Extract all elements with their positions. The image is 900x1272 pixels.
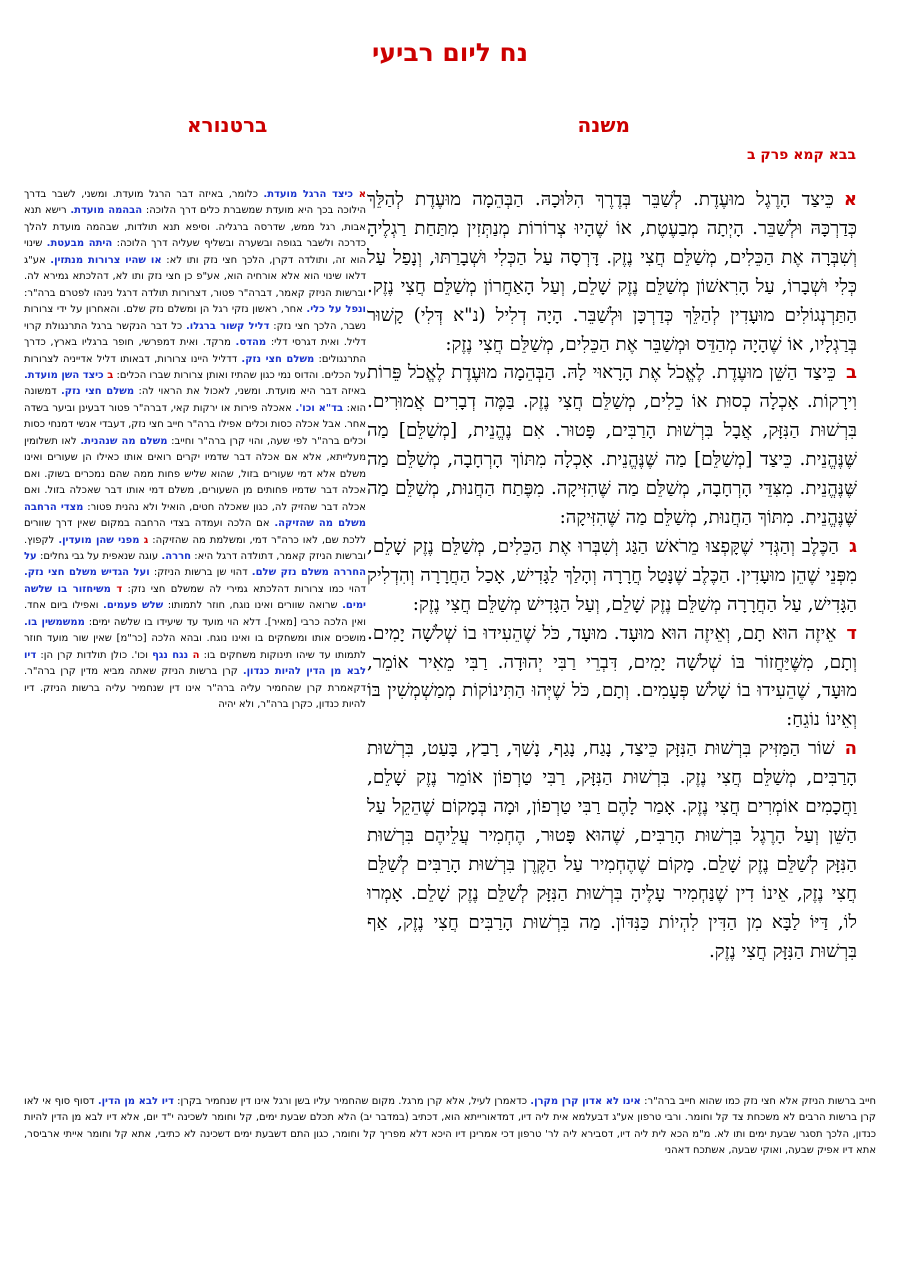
mishnah-paragraph	[367, 735, 857, 966]
commentary-text: כלומר, באיזה דבר הרגל מועדת. ומשני, לשבר בדרך הילוכה בכך היא מועדת שמשברת כלים דרך הלוכה:	[24, 189, 366, 217]
commentary-text: שרואה שוורים ואינו נוגח, חוזר לתמותו:	[163, 600, 343, 612]
dibur-hamatchil: משיחזור בו שלשה ימים.	[24, 583, 366, 612]
mishnah-text: שׁוֹר הַמַּזִּיק בִּרְשׁוּת הַנִּזָּק כֵּיצַד, נָגַח, נָגַף, נָשַׁךְ, רָבַץ, בָּעַט, בִּרְשׁוּת הָרַבִּים, מְשַׁלֵּם חֲצִי נֶזֶק. בִּרְשׁוּת הַנִּזָּק, רַבִּי טַרְפוֹן אוֹמֵר נֶזֶק שָׁלֵם, וַחֲכָמִים אוֹמְרִים חֲצִי נֶזֶק. אָמַר לָהֶם רַבִּי טַרְפוֹן, וּמָה בְּמָקוֹם שֶׁהֵקֵל עַל הַשֵּׁן וְעַל הָרֶגֶל בִּרְשׁוּת הָרַבִּים, שֶׁהוּא פָּטוּר, הֶחְמִיר עֲלֵיהֶם בִּרְשׁוּת הַנִּזָּק לְשַׁלֵּם נֶזֶק שָׁלֵם. מָקוֹם שֶׁהֶחְמִיר עַל הַקֶּרֶן בִּרְשׁוּת הָרַבִּים לְשַׁלֵּם חֲצִי נֶזֶק, אֵינוֹ דִין שֶׁנַּחְמִיר עָלֶיהָ בִּרְשׁוּת הַנִּזָּק לְשַׁלֵּם נֶזֶק שָׁלֵם. אָמְרוּ לוֹ, דַּיּוֹ לַבָּא מִן הַדִּין לִהְיוֹת כַּנִּדּוֹן. מַה בִּרְשׁוּת הָרַבִּים חֲצִי נֶזֶק, אַף בִּרְשׁוּת הַנִּזָּק חֲצִי נֶזֶק.	[367, 738, 857, 962]
dibur-hamatchil: משלם חצי נזק.	[241, 353, 315, 365]
commentary-text: באיזה דבר היא מועדת. ומשני, לאכול את הראוי לה:	[134, 386, 366, 398]
mishnah-column	[367, 186, 857, 1086]
dibur-hamatchil: חררה.	[161, 550, 192, 562]
dibur-hamatchil: או שהיו צרורות מנתזין.	[50, 254, 162, 266]
bartenura-heading: ברטנורא	[187, 113, 268, 137]
commentary-text: אאכלה פירות או ירקות קאי, דברה"ר פטור דבעינן וביער בשדה אחר. אבל אכלה כסות וכלים אפילו ברה"ר חייב חצי נזק, דעבדי אנשי דמנחי כסות וכלים ברה"ר לפי שעה, והוי קרן ברה"ר וחייב:	[24, 402, 366, 447]
mishnah-text: הַכֶּלֶב וְהַגְּדִי שֶׁקָּפְצוּ מֵרֹאשׁ הַגַּג וְשִׁבְּרוּ אֶת הַכֵּלִים, מְשַׁלֵּם נֶזֶק שָׁלֵם, מִפְּנֵי שֶׁהֵן מוּעָדִין. הַכֶּלֶב שֶׁנָּטַל חֲרָרָה וְהָלַךְ לַגָּדִישׁ, אָכַל הַחֲרָרָה וְהִדְלִיק הַגָּדִישׁ, עַל הַחֲרָרָה מְשַׁלֵּם נֶזֶק שָׁלֵם, וְעַל הַגָּדִישׁ מְשַׁלֵּם חֲצִי נֶזֶק:	[367, 535, 857, 615]
mishnah-text: כֵּיצַד הַשֵּׁן מוּעֶדֶת. לֶאֱכֹל אֶת הָרָאוּי לָהּ. הַבְּהֵמָה מוּעֶדֶת לֶאֱכֹל פֵּרוֹת וִירָקוֹת. אָכְלָה כְסוּת אוֹ כֵלִים, מְשַׁלֵּם חֲצִי נֶזֶק. בַּמֶּה דְבָרִים אֲמוּרִים. בִּרְשׁוּת הַנִּזָּק, אֲבָל בִּרְשׁוּת הָרַבִּים, פָּטוּר. אִם נֶהֱנֵית, [מְשַׁלֵּם] מַה שֶּׁנֶּהֱנֵית. כֵּיצַד [מְשַׁלֵּם] מַה שֶּׁנֶּהֱנֵית. אָכְלָה מִתּוֹךְ הָרְחָבָה, מְשַׁלֵּם מַה שֶּׁנֶּהֱנֵית. מִצִּדֵּי הָרְחָבָה, מְשַׁלֵּם מַה שֶּׁהִזִּיקָה. מִפֶּתַח הַחֲנוּת, מְשַׁלֵּם מַה שֶּׁנֶּהֱנֵית. מִתּוֹךְ הַחֲנוּת, מְשַׁלֵּם מַה שֶּׁהִזִּיקָה:	[367, 362, 857, 528]
commentary-text: אע"ג דלאו שינוי הוא אלא אורחיה הוא, אע"פ כן חצי נזק ותו לא, דהלכתא גמירא לה. וברשות הניזק קאמר, דברה"ר פטור, דצרורות תולדה דרגל נינהו לפטרם ברה"ר:	[24, 254, 366, 299]
dibur-hamatchil: על החררה משלם נזק שלם.	[24, 550, 366, 579]
commentary-text: לקפוץ. וברשות הניזק קאמר, דתולדה דרגל היא:	[24, 534, 366, 562]
commentary-text: לאו תשלומין מעלייתא, אלא אם אכלה דבר שדמיו יקרים רואים אותו כאילו הן שעורים ואינו משלם אלא דמי שעורים בזול, שהוא שליש פחות ממה שהם נמכרים בשוק. ואם אכלה דבר שדמיו פחותים מן השעורים, משלם דמי אותו דבר שאכלה בזול. ואם אכלה דבר שהזיק לה, כגון שאכלה חטים, הואיל ולא נהנית פטור:	[24, 435, 366, 513]
commentary-text: כל דבר הנקשר ברגל התרנגולת קרוי דליל. ואית דגרסי דלי:	[24, 320, 366, 349]
commentary-letter: ג	[139, 534, 149, 546]
dibur-hamatchil: בד"א וכו'.	[295, 402, 344, 414]
mishnah-paragraph	[367, 186, 857, 359]
bartenura-continuation	[24, 1094, 876, 1264]
dibur-hamatchil: מפני שהן מועדין.	[58, 534, 140, 546]
commentary-text: דהוי כמו צרורות דהלכתא גמירי לה שמשלם חצי נזק:	[122, 583, 366, 595]
dibur-hamatchil: ממשמשין בו.	[24, 616, 85, 628]
dibur-hamatchil: היתה מבעטת.	[46, 238, 113, 250]
commentary-letter: ד	[110, 583, 123, 595]
dibur-hamatchil: ונפל על כלי.	[306, 304, 366, 316]
mishnah-letter: ה	[844, 738, 857, 760]
mishnah-paragraph	[367, 359, 857, 532]
commentary-text: אחר, ראשון נזקי רגל הן ומשלם נזק שלם. והאחרון על ידי צרורות נשבר, הלכך חצי נזק:	[24, 304, 366, 332]
mishnah-text: אֵיזֶה הוּא תָם, וְאֵיזֶה הוּא מוּעָד. מוּעָד, כֹּל שֶׁהֵעִידוּ בוֹ שְׁלֹשָׁה יָמִים. וְתָם, מִשֶּׁיַּחֲזוֹר בּוֹ שְׁלֹשָׁה יָמִים, דִּבְרֵי רַבִּי יְהוּדָה. רַבִּי מֵאִיר אוֹמֵר, מוּעָד, שֶׁהֵעִידוּ בוֹ שָׁלֹשׁ פְּעָמִים. וְתָם, כֹּל שֶׁיְּהוּ הַתִּינוֹקוֹת מְמַשְׁמְשִׁין בּוֹ וְאֵינוֹ נוֹגֵחַ:	[367, 622, 857, 731]
dibur-hamatchil: דליל קשור ברגלו.	[186, 320, 270, 332]
dibur-hamatchil: נגח נגף	[152, 649, 189, 661]
mishnah-paragraph	[367, 620, 857, 736]
dibur-hamatchil: מהדס.	[235, 337, 267, 349]
dibur-hamatchil: משלם מה שנהנית.	[80, 435, 168, 447]
mishnah-letter: ד	[846, 622, 857, 644]
commentary-letter: א	[353, 189, 366, 200]
dibur-hamatchil: משלם חצי נזק.	[60, 386, 135, 398]
dibur-hamatchil: כיצד השן מועדת.	[24, 369, 104, 381]
commentary-text: וכו'. כולן תולדות קרן הן:	[36, 649, 153, 661]
commentary-text: דסוף סוף אי לאו קרן ברשות הרבים לא משכחת צד קל וחומר. ורבי טרפון אע"ג דבעלמא אית ליה דיו, דמדאורייתא הוא, דכתיב (במדבר יב) הלא תכלם שבעת ימים, קל וחומר לשכינה י"ד יום, אלא דיו לבא מן הדין להיות כנדון, הלכך תסגר שבעת ימים ותו לא. מ"מ הכא לית ליה דיו, דסבירא ליה לר' טרפון דכי אמרינן דיו היכא דלא מפריך קל וחומר, כגון התם דשבעת ימים דשכינה לא כתיבי, אתא קל וחומר אייתי ארביסר, אתא דיו אפיק שבעה, ואוקי שבעה, אשתכח דאהני	[24, 1096, 876, 1157]
commentary-text: מרקד. ואית דמפרשי, חופר ברגליו בארץ, כדרך התרנגולים:	[24, 337, 366, 365]
commentary-text: שינוי הוא זה, ותולדה דקרן, הלכך חצי נזק ותו לא:	[24, 238, 366, 266]
commentary-text: כדאמרן לעיל, אלא קרן מרגל. מקום שהחמיר עליו בשן ורגל אינו דין שנחמיר בקרן:	[173, 1096, 531, 1107]
dibur-hamatchil: דיו לבא מן הדין.	[97, 1096, 174, 1107]
commentary-letter: ב	[103, 369, 114, 381]
commentary-text: קרן ברשות הניזק שאתה מביא מדין קרן ברה"ר. דקאמרת קרן שהחמיר עליה ברה"ר אינו דין שנחמיר עליה ברשות הניזק. דיו להיות כנדון, כקרן ברה"ר, ולא יהיה	[24, 666, 366, 711]
commentary-text: ואפילו ביום אחד. ואין הלכה כרבי [מאיר]. דלא הוי מועד עד שיעידו בו שלשה ימים:	[24, 600, 366, 628]
bartenura-commentary	[24, 187, 366, 1083]
commentary-text: עוגה שנאפית על גבי גחלים:	[36, 550, 162, 562]
commentary-text: רישא תנא אבות, רגל ממש, שדרסה ברגליה. וסיפא תנא תולדות, שבהמה מועדת להלך כדרכה ולשבר בגופה ובשערה ובשליף שעליה דרך הלוכה:	[24, 205, 366, 250]
dibur-hamatchil: כיצד הרגל מועדת.	[263, 189, 354, 200]
commentary-text: אם הלכה ועמדה בצדי הרחבה במקום שאין דרך שוורים ללכת שם, לאו כרה"ר דמי, ומשלמת מה שהזיקה:	[24, 518, 366, 546]
dibur-hamatchil: מצדי הרחבה משלם מה שהזיקה.	[24, 501, 366, 530]
dibur-hamatchil: אינו לא אדון קרן מקרן.	[530, 1096, 641, 1107]
dibur-hamatchil: דיו לבא מן הדין להיות כנדון.	[24, 649, 366, 678]
commentary-text: דמשונה הוא:	[24, 386, 366, 414]
mishnah-letter: ג	[848, 535, 857, 557]
mishnah-paragraph	[367, 533, 857, 620]
dibur-hamatchil: שלש פעמים.	[103, 600, 164, 612]
commentary-text: דהוי שן ברשות הניזק:	[149, 567, 252, 579]
mishnah-heading: משנה	[577, 113, 630, 137]
mishnah-letter: א	[843, 189, 857, 210]
mishnah-text: כֵּיצַד הָרֶגֶל מוּעֶדֶת. לְשַׁבֵּר בְּדֶרֶךְ הִלּוּכָהּ. הַבְּהֵמָה מוּעֶדֶת לְהַלֵּךְ כְּדַרְכָּהּ וּלְשַׁבֵּר. הָיְתָה מְבַעֶטֶת, אוֹ שֶׁהָיוּ צְרוֹרוֹת מְנַתְּזִין מִתַּחַת רַגְלֶיהָ וְשִׁבְּרָה אֶת הַכֵּלִים, מְשַׁלֵּם חֲצִי נֶזֶק. דָּרְסָה עַל הַכְּלִי וּשְׁבָרַתּוּ, וְנָפַל עַל כְּלִי וּשְׁבָרוֹ, עַל הָרִאשׁוֹן מְשַׁלֵּם נֶזֶק שָׁלֵם, וְעַל הָאַחֲרוֹן מְשַׁלֵּם חֲצִי נֶזֶק. הַתַּרְנְגוֹלִים מוּעָדִין לְהַלֵּךְ כְּדַרְכָּן וּלְשַׁבֵּר. הָיָה דְלִיל (נ"א דְּלִי) קָשׁוּר בְּרַגְלָיו, אוֹ שֶׁהָיָה מְהַדֵּס וּמְשַׁבֵּר אֶת הַכֵּלִים, מְשַׁלֵּם חֲצִי נֶזֶק:	[367, 189, 857, 355]
commentary-letter: ה	[188, 649, 200, 661]
dibur-hamatchil: ועל הגדיש משלם חצי נזק.	[24, 567, 150, 579]
commentary-text: חייב ברשות הניזק אלא חצי נזק כמו שהוא חייב ברה"ר:	[640, 1096, 876, 1107]
commentary-text: דדליל היינו צרורות, דבאותו דליל אדייניה לצרורות על הכלים. והדוס נמי כגון שהתיז ואותן צרורות שברו הכלים:	[24, 353, 366, 381]
mishnah-letter: ב	[846, 362, 857, 384]
tractate-chapter-label: בבא קמא פרק ב	[746, 147, 856, 163]
dibur-hamatchil: הבהמה מועדת.	[70, 205, 143, 217]
commentary-text: מושכים אותו ומשחקים בו ואינו נוגח. ובהא הלכה [כר"מ] שאין שור מועד חוזר לתמותו עד שיהו תינוקות משחקים בו:	[24, 633, 366, 661]
page-title: נח ליום רביעי	[371, 38, 529, 67]
